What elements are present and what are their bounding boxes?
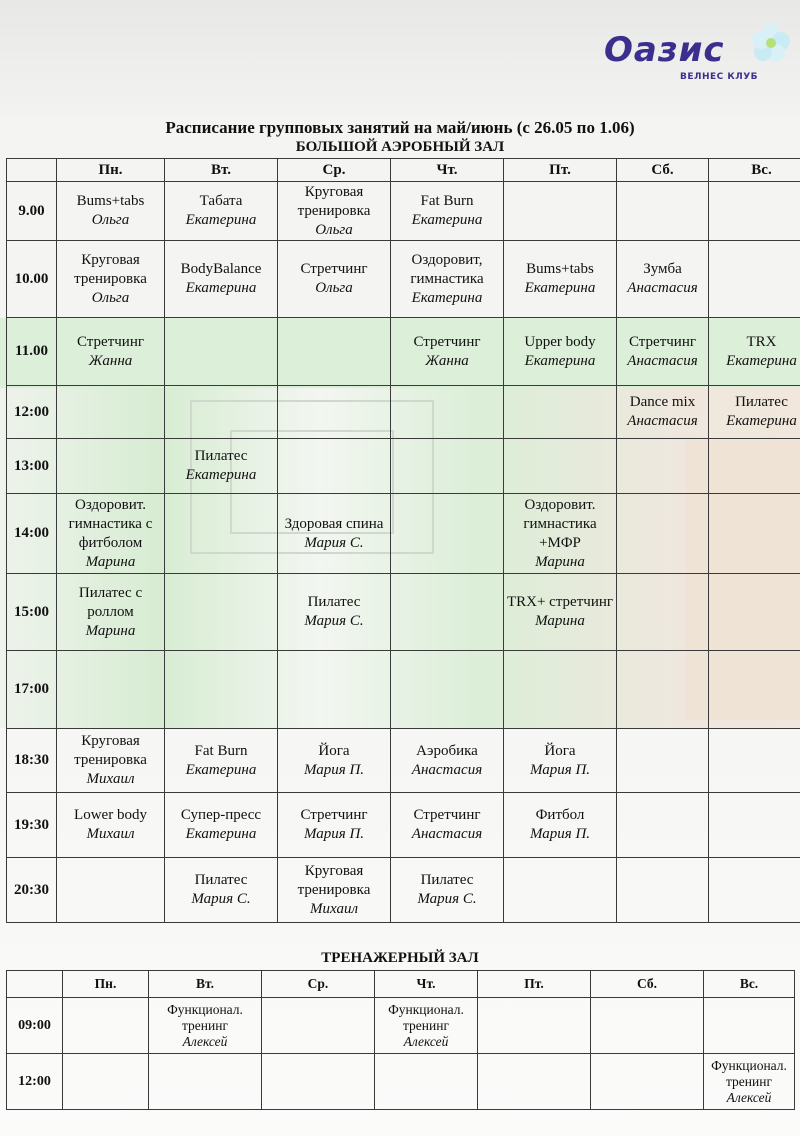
class-cell: [57, 494, 165, 574]
class-cell: [165, 386, 278, 439]
class-name: Стретчинг: [300, 261, 368, 277]
class-cell: [709, 318, 800, 386]
class-name: Lower body: [74, 807, 147, 823]
day-header: Пн.: [57, 159, 165, 182]
class-name: Стретчинг: [76, 333, 144, 350]
class-cell: [63, 1054, 149, 1110]
class-cell: [591, 1054, 704, 1110]
class-name: Пилатес: [420, 872, 474, 888]
class-name: Функционал. тренинг: [167, 1001, 243, 1033]
class-cell: [617, 858, 709, 923]
class-cell: [165, 439, 278, 494]
class-cell: [709, 386, 800, 439]
trainer-name: Жанна: [425, 352, 469, 369]
trainer-name: Екатерина: [185, 826, 257, 842]
schedule-row: [7, 858, 800, 923]
class-name: Оздоровит, гимнастика: [410, 251, 484, 287]
trainer-name: Анастасия: [411, 826, 483, 842]
class-cell: [57, 386, 165, 439]
trainer-name: Ольга: [315, 221, 353, 238]
logo-wordmark: Оазис: [604, 30, 725, 70]
club-logo: [600, 22, 800, 92]
trainer-name: Екатерина: [411, 289, 483, 306]
class-cell: [709, 729, 800, 793]
class-cell: [709, 651, 800, 729]
trainer-name: Екатерина: [185, 761, 257, 778]
class-cell: [704, 998, 795, 1054]
trainer-name: Екатерина: [726, 413, 797, 429]
day-header: Чт.: [375, 971, 478, 998]
class-name: Bums+tabs: [76, 193, 145, 209]
trainer-name: Екатерина: [524, 280, 596, 296]
class-name: Пилатес: [194, 872, 248, 888]
class-cell: [617, 318, 709, 386]
trainer-name: Марина: [535, 553, 585, 570]
class-name: Функционал. тренинг: [388, 1001, 464, 1033]
class-cell: [57, 182, 165, 241]
flower-icon: [750, 22, 792, 64]
class-cell: [278, 651, 391, 729]
day-header: Вс.: [709, 159, 800, 182]
schedule-row: [7, 386, 800, 439]
class-cell: [278, 386, 391, 439]
trainer-name: Анастасия: [627, 413, 698, 429]
class-name: Йога: [318, 742, 350, 759]
schedule-row: [7, 1054, 795, 1110]
class-cell: [278, 858, 391, 923]
trainer-name: Екатерина: [185, 467, 257, 483]
day-header: Пн.: [63, 971, 149, 998]
time-cell: 19:30: [7, 793, 57, 858]
class-cell: [57, 858, 165, 923]
class-cell: [504, 386, 617, 439]
trainer-name: Ольга: [315, 280, 353, 296]
schedule-row: [7, 318, 800, 386]
class-name: Круговая тренировка: [297, 183, 371, 219]
class-cell: [391, 729, 504, 793]
class-cell: [375, 998, 478, 1054]
class-cell: [278, 318, 391, 386]
class-name: Пилатес: [194, 448, 248, 464]
class-cell: [709, 793, 800, 858]
class-name: Аэробика: [416, 742, 478, 759]
day-header: Чт.: [391, 159, 504, 182]
time-cell: 15:00: [7, 574, 57, 651]
class-cell: [165, 793, 278, 858]
day-header: Вс.: [704, 971, 795, 998]
hall2-title: ТРЕНАЖЕРНЫЙ ЗАЛ: [321, 950, 479, 966]
class-cell: [504, 793, 617, 858]
trainer-name: Екатерина: [411, 212, 483, 228]
trainer-name: Алексей: [182, 1033, 228, 1049]
class-name: Upper body: [524, 333, 596, 350]
class-name: Стретчинг: [628, 333, 696, 350]
class-cell: [262, 998, 375, 1054]
class-name: Зумба: [643, 261, 682, 277]
class-cell: [504, 651, 617, 729]
class-cell: [57, 439, 165, 494]
class-cell: [391, 858, 504, 923]
class-cell: [63, 998, 149, 1054]
class-cell: [504, 439, 617, 494]
class-name: Стретчинг: [413, 333, 481, 350]
trainer-name: Анастасия: [411, 761, 483, 778]
class-cell: [504, 574, 617, 651]
class-name: Функционал. тренинг: [711, 1057, 787, 1089]
class-cell: [57, 241, 165, 318]
time-cell: 12:00: [7, 1054, 63, 1110]
class-cell: [617, 182, 709, 241]
schedule-row: [7, 439, 800, 494]
corner-cell: [7, 971, 63, 998]
class-name: Стретчинг: [300, 807, 368, 823]
class-name: Йога: [544, 742, 576, 759]
class-cell: [391, 574, 504, 651]
class-cell: [149, 998, 262, 1054]
class-cell: [57, 793, 165, 858]
schedule-row: [7, 729, 800, 793]
class-name: TRX: [746, 333, 777, 350]
class-cell: [57, 318, 165, 386]
class-cell: [504, 318, 617, 386]
trainer-name: Анастасия: [627, 280, 698, 296]
trainer-name: Екатерина: [185, 212, 257, 228]
class-name: Круговая тренировка: [74, 251, 147, 287]
class-cell: [504, 858, 617, 923]
trainer-name: Мария С.: [304, 534, 364, 551]
class-cell: [617, 729, 709, 793]
class-name: Стретчинг: [413, 807, 481, 823]
class-name: Пилатес: [307, 594, 361, 610]
logo-subtitle: ВЕЛНЕС КЛУБ: [680, 72, 759, 82]
trainer-name: Михаил: [310, 900, 358, 917]
class-cell: [617, 494, 709, 574]
trainer-name: Алексей: [403, 1033, 449, 1049]
schedule-table-hall1: [6, 158, 800, 923]
class-name: Dance mix: [629, 394, 696, 410]
trainer-name: Марина: [535, 613, 585, 629]
class-name: Bums+tabs: [526, 261, 594, 277]
schedule-row: [7, 241, 800, 318]
class-cell: [165, 494, 278, 574]
schedule-row: [7, 793, 800, 858]
class-name: BodyBalance: [180, 261, 262, 277]
trainer-name: Екатерина: [524, 352, 596, 369]
trainer-name: Екатерина: [726, 352, 797, 369]
class-cell: [709, 241, 800, 318]
time-cell: 17:00: [7, 651, 57, 729]
class-cell: [617, 574, 709, 651]
corner-cell: [7, 159, 57, 182]
trainer-name: Ольга: [91, 212, 130, 228]
class-cell: [262, 1054, 375, 1110]
class-cell: [278, 439, 391, 494]
trainer-name: Марина: [85, 622, 136, 639]
trainer-name: Жанна: [88, 352, 133, 369]
trainer-name: Мария П.: [303, 826, 365, 842]
time-cell: 18:30: [7, 729, 57, 793]
schedule-row: [7, 574, 800, 651]
class-cell: [165, 574, 278, 651]
class-name: Круговая тренировка: [74, 733, 147, 768]
class-name: Пилатес с роллом: [78, 584, 143, 620]
trainer-name: Михаил: [86, 771, 135, 787]
class-name: Фитбол: [535, 807, 585, 823]
class-cell: [504, 182, 617, 241]
class-name: Оздоровит. гимнастика +МФР: [523, 496, 597, 551]
time-cell: 13:00: [7, 439, 57, 494]
class-cell: [478, 998, 591, 1054]
hall1-title: БОЛЬШОЙ АЭРОБНЫЙ ЗАЛ: [295, 139, 505, 155]
class-name: Fat Burn: [420, 193, 474, 209]
class-cell: [391, 494, 504, 574]
class-cell: [165, 729, 278, 793]
class-cell: [165, 182, 278, 241]
class-cell: [617, 651, 709, 729]
time-cell: 9.00: [7, 182, 57, 241]
class-cell: [591, 998, 704, 1054]
class-cell: [278, 241, 391, 318]
class-cell: [278, 729, 391, 793]
class-cell: [709, 494, 800, 574]
day-header: Пт.: [478, 971, 591, 998]
day-header: Вт.: [149, 971, 262, 998]
class-name: Супер-пресс: [180, 807, 262, 823]
trainer-name: Мария П.: [529, 826, 591, 842]
class-cell: [165, 318, 278, 386]
class-cell: [278, 793, 391, 858]
time-cell: 10.00: [7, 241, 57, 318]
class-cell: [391, 318, 504, 386]
class-cell: [375, 1054, 478, 1110]
class-cell: [504, 494, 617, 574]
class-name: Пилатес: [735, 394, 788, 410]
schedule-row: [7, 998, 795, 1054]
class-cell: [57, 729, 165, 793]
schedule-row: [7, 494, 800, 574]
class-cell: [709, 858, 800, 923]
trainer-name: Мария С.: [417, 891, 477, 907]
day-header: Ср.: [278, 159, 391, 182]
trainer-name: Мария П.: [303, 761, 365, 778]
class-cell: [617, 386, 709, 439]
class-cell: [478, 1054, 591, 1110]
class-name: Оздоровит. гимнастика с фитболом: [68, 496, 153, 551]
class-cell: [709, 439, 800, 494]
class-cell: [391, 386, 504, 439]
class-cell: [165, 858, 278, 923]
class-name: Здоровая спина: [284, 515, 384, 532]
class-cell: [709, 574, 800, 651]
class-cell: [278, 574, 391, 651]
schedule-row: [7, 182, 800, 241]
class-cell: [57, 651, 165, 729]
class-cell: [391, 793, 504, 858]
time-cell: 14:00: [7, 494, 57, 574]
trainer-name: Марина: [85, 553, 136, 570]
trainer-name: Михаил: [86, 826, 135, 842]
class-cell: [165, 651, 278, 729]
trainer-name: Мария С.: [191, 891, 251, 907]
schedule-table-hall2: [6, 970, 795, 1110]
trainer-name: Алексей: [726, 1089, 772, 1105]
trainer-name: Анастасия: [627, 352, 698, 369]
time-cell: 20:30: [7, 858, 57, 923]
class-cell: [617, 439, 709, 494]
trainer-name: Ольга: [91, 289, 130, 306]
class-cell: [504, 241, 617, 318]
class-cell: [391, 651, 504, 729]
class-cell: [165, 241, 278, 318]
trainer-name: Мария П.: [529, 761, 591, 778]
class-name: TRX+ стретчинг: [506, 594, 614, 610]
class-cell: [704, 1054, 795, 1110]
class-cell: [709, 182, 800, 241]
day-header: Пт.: [504, 159, 617, 182]
page-title: Расписание групповых занятий на май/июнь (с 26.05 по 1.06): [165, 118, 635, 137]
trainer-name: Екатерина: [185, 280, 257, 296]
class-cell: [504, 729, 617, 793]
day-header: Сб.: [591, 971, 704, 998]
class-name: Круговая тренировка: [297, 862, 371, 898]
time-cell: 12:00: [7, 386, 57, 439]
time-cell: 11.00: [7, 318, 57, 386]
trainer-name: Мария С.: [304, 613, 364, 629]
class-cell: [57, 574, 165, 651]
day-header: Ср.: [262, 971, 375, 998]
day-header: Сб.: [617, 159, 709, 182]
class-cell: [278, 182, 391, 241]
class-cell: [149, 1054, 262, 1110]
schedule-row: [7, 651, 800, 729]
class-cell: [391, 182, 504, 241]
day-header: Вт.: [165, 159, 278, 182]
class-name: Табата: [199, 193, 243, 209]
class-name: Fat Burn: [194, 742, 248, 759]
class-cell: [391, 241, 504, 318]
class-cell: [391, 439, 504, 494]
class-cell: [617, 241, 709, 318]
time-cell: 09:00: [7, 998, 63, 1054]
class-cell: [278, 494, 391, 574]
class-cell: [617, 793, 709, 858]
